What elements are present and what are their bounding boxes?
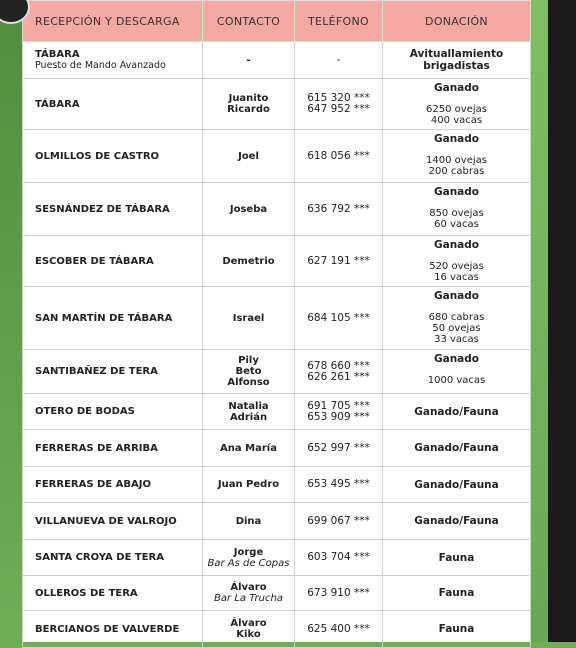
donation-type: Ganado/Fauna xyxy=(414,478,499,491)
phone-cell xyxy=(295,467,383,503)
location-cell xyxy=(23,394,203,430)
table-row xyxy=(23,394,531,430)
donation-quantities xyxy=(383,155,530,177)
donation-quantity: 200 cabras xyxy=(428,166,485,177)
phone-number: 652 997 *** xyxy=(307,441,370,454)
donation-type: Fauna xyxy=(438,623,475,635)
contact-cell xyxy=(203,503,295,540)
donation-type: Ganado xyxy=(434,133,479,145)
location-name: BERCIANOS DE VALVERDE xyxy=(35,623,180,635)
contact-name: Juanito xyxy=(228,93,269,104)
location-cell xyxy=(23,42,203,79)
donation-cell xyxy=(383,467,531,503)
location-cell xyxy=(23,576,203,611)
phone-number: 625 400 *** xyxy=(307,622,370,635)
location-cell xyxy=(23,236,203,287)
phone-cell xyxy=(295,430,383,467)
table-row xyxy=(23,540,531,576)
phone-number: 653 909 *** xyxy=(307,410,370,423)
location-name: SANTIBAÑEZ DE TERA xyxy=(35,366,158,377)
location-cell xyxy=(23,183,203,236)
table-row xyxy=(23,236,531,287)
phone-cell xyxy=(295,42,383,79)
contact-name: Jorge xyxy=(233,546,264,558)
donation-quantity: 520 ovejas xyxy=(429,261,484,272)
contact-cell xyxy=(203,350,295,394)
contact-cell xyxy=(203,79,295,130)
contact-cell xyxy=(203,430,295,467)
location-name: OTERO DE BODAS xyxy=(35,406,135,417)
donation-cell xyxy=(383,183,531,236)
contact-name: Natalia xyxy=(228,400,269,412)
location-name: SESNÁNDEZ DE TÁBARA xyxy=(35,203,170,215)
table-row xyxy=(23,430,531,467)
contact-cell xyxy=(203,183,295,236)
contact-cell xyxy=(203,130,295,183)
location-name: OLMILLOS DE CASTRO xyxy=(35,150,160,162)
table-row xyxy=(23,130,531,183)
header-donation: DONACIÓN xyxy=(383,1,531,42)
contact-name: Pily xyxy=(238,355,259,366)
contact-name: - xyxy=(246,54,251,66)
phone-cell xyxy=(295,130,383,183)
left-background xyxy=(0,0,22,642)
contact-name: Beto xyxy=(235,366,262,377)
contact-name: Kiko xyxy=(236,629,261,640)
donation-quantities xyxy=(383,375,530,386)
phone-number: 647 952 *** xyxy=(307,103,370,115)
location-cell xyxy=(23,79,203,130)
location-cell xyxy=(23,287,203,350)
contact-cell xyxy=(203,467,295,503)
contact-name: Juan Pedro xyxy=(217,479,280,490)
donation-quantity: 400 vacas xyxy=(430,115,483,126)
table-row xyxy=(23,350,531,394)
donation-quantity: 850 ovejas xyxy=(429,208,484,219)
location-name: ESCOBER DE TÁBARA xyxy=(35,255,154,267)
location-subtitle: Puesto de Mando Avanzado xyxy=(35,60,166,71)
donation-quantity: 60 vacas xyxy=(434,219,479,230)
location-name: FERRERAS DE ABAJO xyxy=(35,479,151,490)
donation-cell xyxy=(383,503,531,540)
donation-type: Ganado xyxy=(434,239,479,251)
location-name: TÁBARA xyxy=(35,49,80,60)
phone-number: 603 704 *** xyxy=(307,551,370,563)
contact-name: Ana María xyxy=(220,442,277,454)
contact-name: Álvaro xyxy=(230,582,267,593)
phone-number: 699 067 *** xyxy=(307,514,370,527)
donation-type: Ganado/Fauna xyxy=(414,515,499,527)
donation-quantity: 1000 vacas xyxy=(427,375,486,386)
phone-cell xyxy=(295,183,383,236)
location-name: TÁBARA xyxy=(35,98,80,110)
donation-cell xyxy=(383,540,531,576)
table-row xyxy=(23,467,531,503)
donation-cell xyxy=(383,236,531,287)
contact-cell xyxy=(203,236,295,287)
phone-number: 618 056 *** xyxy=(307,149,370,162)
donation-cell xyxy=(383,394,531,430)
table-row xyxy=(23,576,531,611)
phone-number: 684 105 *** xyxy=(307,311,370,324)
donation-type: Avituallamiento brigadistas xyxy=(409,48,504,72)
phone-number: - xyxy=(336,53,341,66)
contact-cell xyxy=(203,287,295,350)
contact-name: Dina xyxy=(235,515,262,527)
phone-cell xyxy=(295,236,383,287)
table-row xyxy=(23,183,531,236)
location-name: SANTA CROYA DE TERA xyxy=(35,552,164,563)
contact-name: Alfonso xyxy=(227,377,270,388)
donation-quantity: 6250 ovejas xyxy=(426,104,487,115)
table-row xyxy=(23,503,531,540)
header-contact: CONTACTO xyxy=(203,1,295,42)
contact-place: Bar As de Copas xyxy=(207,557,290,569)
donation-table-sheet xyxy=(22,0,530,642)
phone-cell xyxy=(295,503,383,540)
phone-cell xyxy=(295,79,383,130)
phone-number: 626 261 *** xyxy=(307,370,370,383)
donation-type: Fauna xyxy=(438,587,475,599)
header-phone: TELÉFONO xyxy=(295,1,383,42)
right-background xyxy=(528,0,548,642)
donation-type: Ganado/Fauna xyxy=(414,405,499,418)
location-name: SAN MARTÍN DE TÁBARA xyxy=(35,312,173,324)
phone-number: 673 910 *** xyxy=(307,586,370,599)
donation-quantities xyxy=(383,312,530,345)
donation-cell xyxy=(383,576,531,611)
table-row xyxy=(23,79,531,130)
location-cell xyxy=(23,503,203,540)
donation-quantity: 33 vacas xyxy=(434,334,479,345)
donation-cell xyxy=(383,287,531,350)
location-cell xyxy=(23,130,203,183)
donation-quantities xyxy=(383,104,530,126)
contact-name: Ricardo xyxy=(227,104,270,115)
phone-number: 653 495 *** xyxy=(307,478,370,490)
donation-cell xyxy=(383,42,531,79)
donation-cell xyxy=(383,350,531,394)
contact-place: Bar La Trucha xyxy=(214,593,283,604)
donation-quantities xyxy=(383,261,530,283)
phone-cell xyxy=(295,394,383,430)
donation-type: Ganado xyxy=(434,82,479,94)
contact-name: Israel xyxy=(232,312,265,324)
donation-table xyxy=(22,0,531,648)
donation-quantity: 50 ovejas xyxy=(432,323,481,334)
contact-cell xyxy=(203,42,295,79)
donation-quantity: 1400 ovejas xyxy=(426,155,487,166)
donation-cell xyxy=(383,430,531,467)
right-dark-border xyxy=(548,0,576,642)
contact-name: Álvaro xyxy=(230,618,267,629)
phone-number: 627 191 *** xyxy=(307,254,370,267)
donation-cell xyxy=(383,130,531,183)
phone-cell xyxy=(295,350,383,394)
donation-type: Ganado xyxy=(434,186,479,198)
contact-name: Adrián xyxy=(229,411,268,423)
phone-number: 636 792 *** xyxy=(307,202,370,215)
phone-number: 615 320 *** xyxy=(307,92,370,104)
contact-cell xyxy=(203,540,295,576)
donation-cell xyxy=(383,79,531,130)
contact-cell xyxy=(203,394,295,430)
donation-quantity: 16 vacas xyxy=(434,272,479,283)
donation-type: Ganado/Fauna xyxy=(414,442,499,454)
location-name: FERRERAS DE ARRIBA xyxy=(35,442,158,454)
phone-number: 691 705 *** xyxy=(307,399,370,412)
location-cell xyxy=(23,350,203,394)
location-cell xyxy=(23,467,203,503)
table-row xyxy=(23,42,531,79)
phone-cell xyxy=(295,576,383,611)
contact-name: Joseba xyxy=(229,203,268,215)
donation-type: Ganado xyxy=(434,353,479,365)
table-row xyxy=(23,287,531,350)
location-cell xyxy=(23,540,203,576)
donation-quantity: 680 cabras xyxy=(428,312,485,323)
donation-type: Fauna xyxy=(438,551,475,564)
phone-cell xyxy=(295,287,383,350)
location-cell xyxy=(23,430,203,467)
contact-cell xyxy=(203,576,295,611)
location-name: OLLEROS DE TERA xyxy=(35,587,138,599)
phone-cell xyxy=(295,540,383,576)
location-name: VILLANUEVA DE VALROJO xyxy=(35,515,177,527)
contact-name: Demetrio xyxy=(222,255,275,267)
header-reception: RECEPCIÓN Y DESCARGA xyxy=(23,1,203,42)
donation-type: Ganado xyxy=(434,290,479,302)
donation-quantities xyxy=(383,208,530,230)
phone-number: 678 660 *** xyxy=(307,359,370,372)
table-header-row xyxy=(23,1,531,42)
contact-name: Joel xyxy=(238,150,259,162)
